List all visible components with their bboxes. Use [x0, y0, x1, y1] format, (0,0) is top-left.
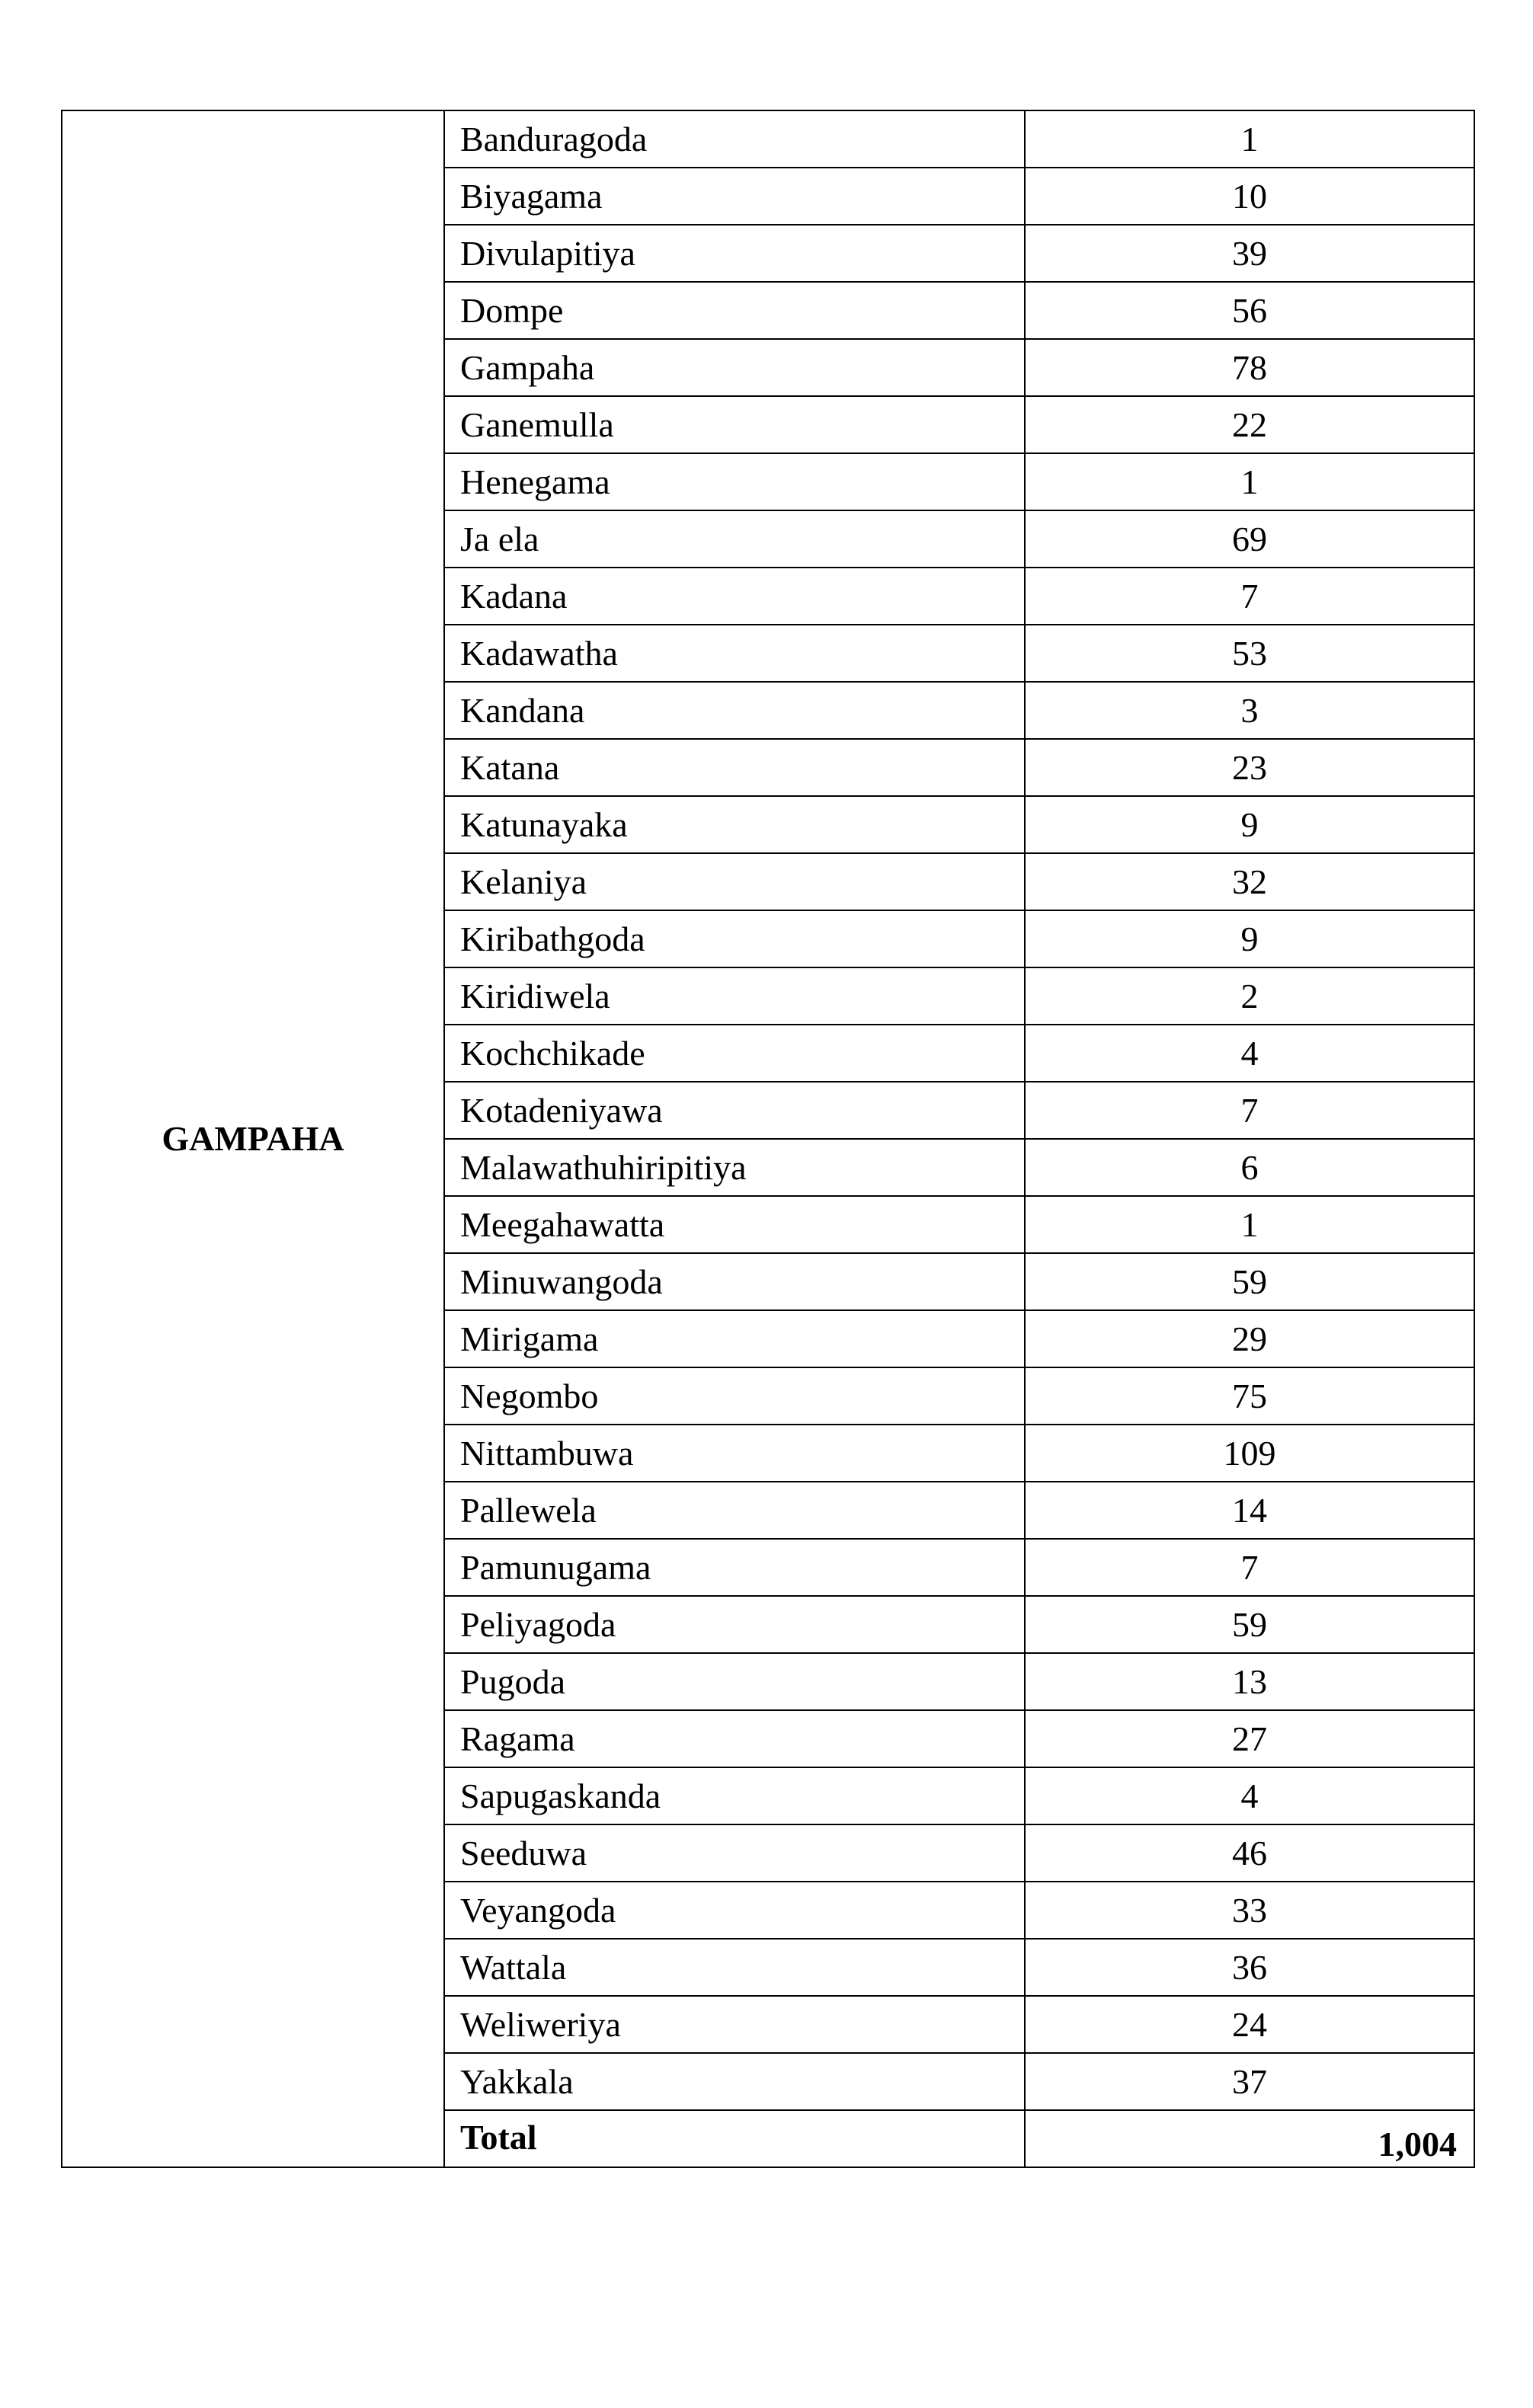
total-label: Total: [444, 2110, 1025, 2167]
area-name-cell: Kiridiwela: [444, 967, 1025, 1025]
total-value: 1,004: [1025, 2110, 1474, 2167]
area-name-cell: Pallewela: [444, 1482, 1025, 1539]
area-name-cell: Ragama: [444, 1710, 1025, 1767]
area-name-cell: Kandana: [444, 682, 1025, 739]
area-count-cell: 4: [1025, 1767, 1474, 1824]
area-name-cell: Katunayaka: [444, 796, 1025, 853]
area-name-cell: Peliyagoda: [444, 1596, 1025, 1653]
district-area-count-table: [61, 110, 1475, 2168]
area-name-cell: Seeduwa: [444, 1824, 1025, 1882]
area-name-cell: Biyagama: [444, 168, 1025, 225]
area-count-cell: 23: [1025, 739, 1474, 796]
area-name-cell: Kadana: [444, 568, 1025, 625]
area-name-cell: Yakkala: [444, 2053, 1025, 2110]
area-name-cell: Weliweriya: [444, 1996, 1025, 2053]
area-count-cell: 9: [1025, 910, 1474, 967]
area-count-cell: 27: [1025, 1710, 1474, 1767]
area-count-cell: 9: [1025, 796, 1474, 853]
area-count-cell: 1: [1025, 453, 1474, 510]
area-name-cell: Meegahawatta: [444, 1196, 1025, 1253]
area-count-cell: 2: [1025, 967, 1474, 1025]
area-name-cell: Veyangoda: [444, 1882, 1025, 1939]
area-count-cell: 6: [1025, 1139, 1474, 1196]
area-name-cell: Henegama: [444, 453, 1025, 510]
area-name-cell: Gampaha: [444, 339, 1025, 396]
area-name-cell: Ganemulla: [444, 396, 1025, 453]
area-count-cell: 3: [1025, 682, 1474, 739]
area-count-cell: 13: [1025, 1653, 1474, 1710]
area-name-cell: Malawathuhiripitiya: [444, 1139, 1025, 1196]
table-body: [62, 110, 1474, 2167]
area-count-cell: 7: [1025, 568, 1474, 625]
area-name-cell: Kiribathgoda: [444, 910, 1025, 967]
area-count-cell: 4: [1025, 1025, 1474, 1082]
area-count-cell: 39: [1025, 225, 1474, 282]
area-count-cell: 69: [1025, 510, 1474, 568]
area-name-cell: Sapugaskanda: [444, 1767, 1025, 1824]
area-count-cell: 7: [1025, 1082, 1474, 1139]
area-name-cell: Pugoda: [444, 1653, 1025, 1710]
area-name-cell: Nittambuwa: [444, 1425, 1025, 1482]
area-name-cell: Mirigama: [444, 1310, 1025, 1367]
area-name-cell: Ja ela: [444, 510, 1025, 568]
area-name-cell: Divulapitiya: [444, 225, 1025, 282]
district-name-cell: GAMPAHA: [62, 110, 444, 2167]
area-name-cell: Kelaniya: [444, 853, 1025, 910]
area-count-cell: 75: [1025, 1367, 1474, 1425]
area-count-cell: 37: [1025, 2053, 1474, 2110]
area-count-cell: 109: [1025, 1425, 1474, 1482]
area-count-cell: 22: [1025, 396, 1474, 453]
area-count-cell: 56: [1025, 282, 1474, 339]
area-count-cell: 24: [1025, 1996, 1474, 2053]
area-name-cell: Dompe: [444, 282, 1025, 339]
area-count-cell: 46: [1025, 1824, 1474, 1882]
area-name-cell: Minuwangoda: [444, 1253, 1025, 1310]
area-count-cell: 33: [1025, 1882, 1474, 1939]
area-count-cell: 32: [1025, 853, 1474, 910]
area-name-cell: Banduragoda: [444, 110, 1025, 168]
area-name-cell: Kochchikade: [444, 1025, 1025, 1082]
area-count-cell: 59: [1025, 1596, 1474, 1653]
area-count-cell: 53: [1025, 625, 1474, 682]
area-name-cell: Wattala: [444, 1939, 1025, 1996]
table-row: [62, 110, 1474, 168]
area-name-cell: Katana: [444, 739, 1025, 796]
area-count-cell: 10: [1025, 168, 1474, 225]
area-name-cell: Kotadeniyawa: [444, 1082, 1025, 1139]
area-count-cell: 1: [1025, 1196, 1474, 1253]
area-count-cell: 29: [1025, 1310, 1474, 1367]
area-count-cell: 78: [1025, 339, 1474, 396]
area-count-cell: 36: [1025, 1939, 1474, 1996]
area-name-cell: Pamunugama: [444, 1539, 1025, 1596]
area-count-cell: 59: [1025, 1253, 1474, 1310]
area-count-cell: 14: [1025, 1482, 1474, 1539]
area-count-cell: 1: [1025, 110, 1474, 168]
area-count-cell: 7: [1025, 1539, 1474, 1596]
area-name-cell: Kadawatha: [444, 625, 1025, 682]
area-name-cell: Negombo: [444, 1367, 1025, 1425]
